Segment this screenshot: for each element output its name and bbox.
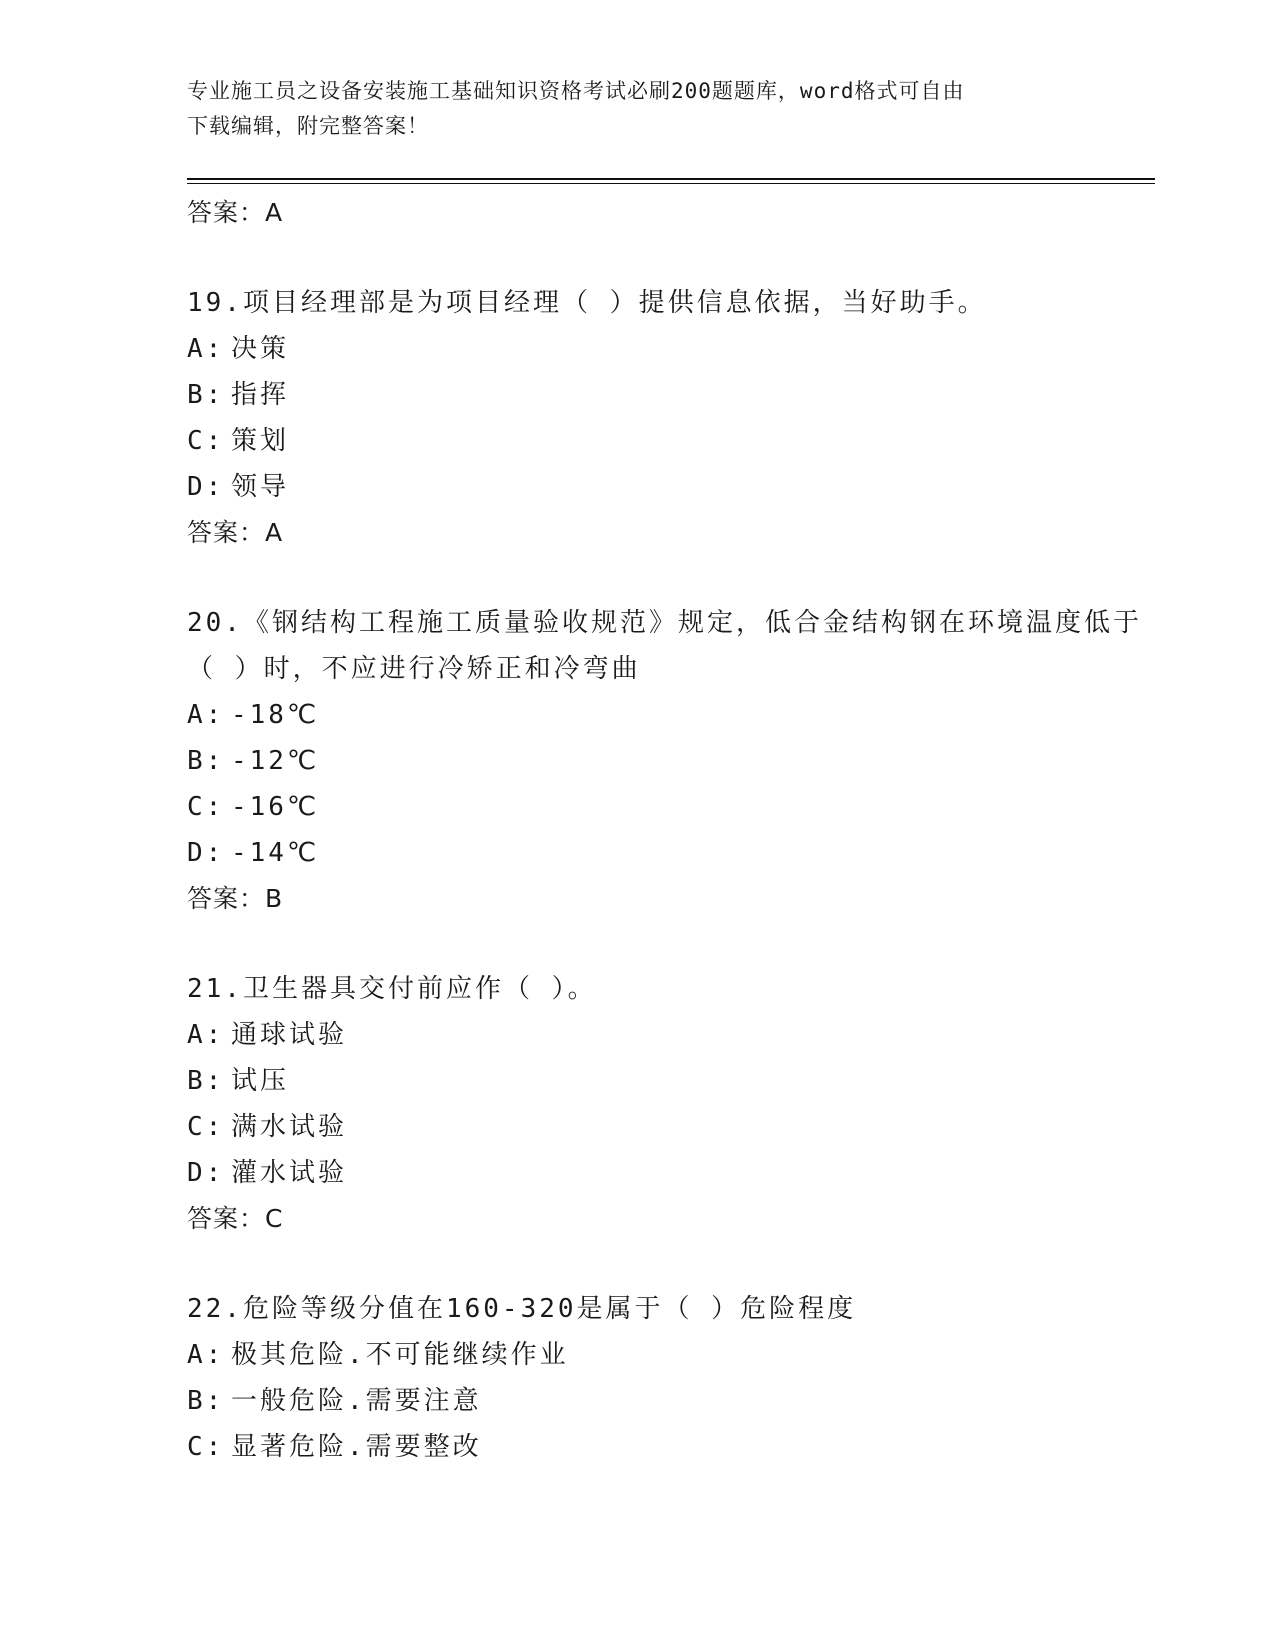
option-key: C: xyxy=(187,792,225,822)
option-key: C: xyxy=(187,1112,225,1142)
header-rule-thick xyxy=(187,178,1155,180)
option-text: -14℃ xyxy=(231,838,320,868)
option-key: B: xyxy=(187,1386,225,1416)
question-20 xyxy=(187,600,1147,922)
header-line-1: 专业施工员之设备安装施工基础知识资格考试必刷200题题库，word格式可自由 xyxy=(187,79,965,103)
option-b xyxy=(187,738,1147,784)
option-b xyxy=(187,372,1147,418)
option-text: 灌水试验 xyxy=(231,1158,348,1188)
page-header xyxy=(187,74,1087,144)
option-text: 策划 xyxy=(231,426,290,456)
option-text: 领导 xyxy=(231,472,290,502)
option-d xyxy=(187,464,1147,510)
option-text: 显著危险.需要整改 xyxy=(231,1432,482,1462)
question-21 xyxy=(187,966,1147,1242)
option-b xyxy=(187,1378,1147,1424)
option-key: D: xyxy=(187,1158,225,1188)
option-text: 指挥 xyxy=(231,380,290,410)
option-text: 试压 xyxy=(231,1066,290,1096)
question-stem: 22.危险等级分值在160-320是属于（ ）危险程度 xyxy=(187,1294,857,1324)
option-key: C: xyxy=(187,426,225,456)
header-line-2: 下载编辑，附完整答案！ xyxy=(187,114,429,138)
question-22 xyxy=(187,1286,1147,1470)
option-key: A: xyxy=(187,1340,225,1370)
question-19 xyxy=(187,280,1147,556)
option-c xyxy=(187,1104,1147,1150)
answer-line: 答案：A xyxy=(187,518,284,547)
option-c xyxy=(187,418,1147,464)
option-a xyxy=(187,1332,1147,1378)
option-a xyxy=(187,1012,1147,1058)
option-b xyxy=(187,1058,1147,1104)
option-key: D: xyxy=(187,472,225,502)
option-d xyxy=(187,1150,1147,1196)
option-text: 通球试验 xyxy=(231,1020,348,1050)
option-key: D: xyxy=(187,838,225,868)
option-c xyxy=(187,1424,1147,1470)
question-stem: 20.《钢结构工程施工质量验收规范》规定，低合金结构钢在环境温度低于（ ）时，不应进行冷矫正和冷弯曲 xyxy=(187,608,1142,684)
option-key: A: xyxy=(187,700,225,730)
option-text: 满水试验 xyxy=(231,1112,348,1142)
option-key: B: xyxy=(187,746,225,776)
header-rule-thin xyxy=(187,183,1155,184)
question-stem: 21.卫生器具交付前应作（ ）。 xyxy=(187,974,597,1004)
answer-line: 答案：C xyxy=(187,1204,284,1233)
option-text: -12℃ xyxy=(231,746,320,776)
option-key: B: xyxy=(187,1066,225,1096)
answer-line: 答案：B xyxy=(187,884,284,913)
document-body xyxy=(187,190,1147,1470)
option-text: 决策 xyxy=(231,334,290,364)
option-key: A: xyxy=(187,334,225,364)
option-a xyxy=(187,326,1147,372)
option-c xyxy=(187,784,1147,830)
option-d xyxy=(187,830,1147,876)
question-stem: 19.项目经理部是为项目经理（ ）提供信息依据，当好助手。 xyxy=(187,288,987,318)
option-key: A: xyxy=(187,1020,225,1050)
option-text: -18℃ xyxy=(231,700,320,730)
option-text: -16℃ xyxy=(231,792,320,822)
option-text: 极其危险.不可能继续作业 xyxy=(231,1340,569,1370)
option-text: 一般危险.需要注意 xyxy=(231,1386,482,1416)
option-key: C: xyxy=(187,1432,225,1462)
option-key: B: xyxy=(187,380,225,410)
option-a xyxy=(187,692,1147,738)
answer-line: 答案：A xyxy=(187,198,284,227)
